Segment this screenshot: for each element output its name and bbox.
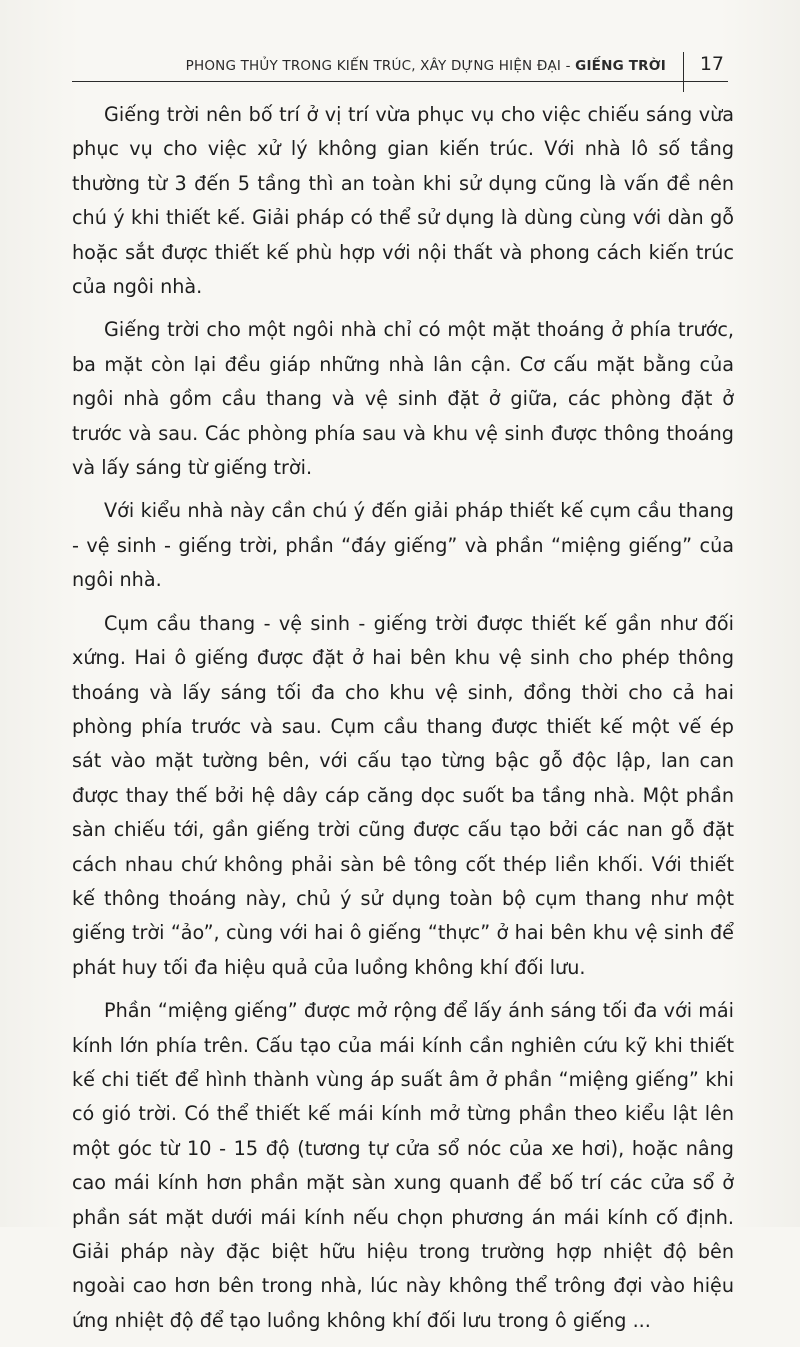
body-text [72, 98, 734, 1347]
running-header [72, 48, 728, 82]
header-separator [683, 52, 685, 92]
paragraph-4: Cụm cầu thang - vệ sinh - giếng trời được thiết kế gần như đối xứng. Hai ô giếng được đặt ở hai bên khu vệ sinh cho phép thông thoáng và lấy sáng tối đa cho khu vệ sinh, đồng thời cho cả hai phòng phía trước và sau. Cụm cầu thang được thiết kế một vế ép sát vào mặt tường bên, với cấu tạo từng bậc gỗ độc lập, lan can được thay thế bởi hệ dây cáp căng dọc suốt ba tầng nhà. Một phần sàn chiếu tới, gần giếng trời cũng được cấu tạo bởi các nan gỗ đặt cách nhau chứ không phải sàn bê tông cốt thép liền khối. Với thiết kế thông thoáng này, chủ ý sử dụng toàn bộ cụm thang như một giếng trời “ảo”, cùng với hai ô giếng “thực” ở hai bên khu vệ sinh để phát huy tối đa hiệu quả của luồng không khí đối lưu. [72, 611, 734, 979]
paragraph-3: Với kiểu nhà này cần chú ý đến giải pháp thiết kế cụm cầu thang - vệ sinh - giếng trời, phần “đáy giếng” và phần “miệng giếng” của ngôi nhà. [72, 499, 734, 592]
page-number: 17 [699, 53, 724, 75]
paragraph-5: Phần “miệng giếng” được mở rộng để lấy ánh sáng tối đa với mái kính lớn phía trên. Cấu tạo của mái kính cần nghiên cứu kỹ khi thiết kế chi tiết để hình thành vùng áp suất âm ở phần “miệng giếng” khi có gió trời. Có thể thiết kế mái kính mở từng phần theo kiểu lật lên một góc từ 10 - 15 độ (tương tự cửa sổ nóc của xe hơi), hoặc nâng cao mái kính hơn phần mặt sàn xung quanh để bố trí các cửa sổ ở phần sát mặt dưới mái kính nếu chọn phương án mái kính cố định. Giải pháp này đặc biệt hữu hiệu trong trường hợp nhiệt độ bên ngoài cao hơn bên trong nhà, lúc này không thể trông đợi vào hiệu ứng nhiệt độ để tạo luồng không khí đối lưu trong ô giếng ... [72, 999, 734, 1332]
header-title-text: PHONG THỦY TRONG KIẾN TRÚC, XÂY DỰNG HIỆN ĐẠI - [185, 58, 576, 74]
header-title-emphasis: GIẾNG TRỜI [575, 58, 666, 74]
paragraph-1: Giếng trời nên bố trí ở vị trí vừa phục vụ cho việc chiếu sáng vừa phục vụ cho việc xử lý không gian kiến trúc. Với nhà lô số tầng thường từ 3 đến 5 tầng thì an toàn khi sử dụng cũng là vấn đề nên chú ý khi thiết kế. Giải pháp có thể sử dụng là dùng cùng với dàn gỗ hoặc sắt được thiết kế phù hợp với nội thất và phong cách kiến trúc của ngôi nhà. [72, 103, 734, 299]
header-title [186, 58, 666, 74]
paragraph-2: Giếng trời cho một ngôi nhà chỉ có một mặt thoáng ở phía trước, ba mặt còn lại đều giáp những nhà lân cận. Cơ cấu mặt bằng của ngôi nhà gồm cầu thang và vệ sinh đặt ở giữa, các phòng đặt ở trước và sau. Các phòng phía sau và khu vệ sinh được thông thoáng và lấy sáng từ giếng trời. [72, 318, 734, 480]
header-rule [72, 81, 728, 83]
